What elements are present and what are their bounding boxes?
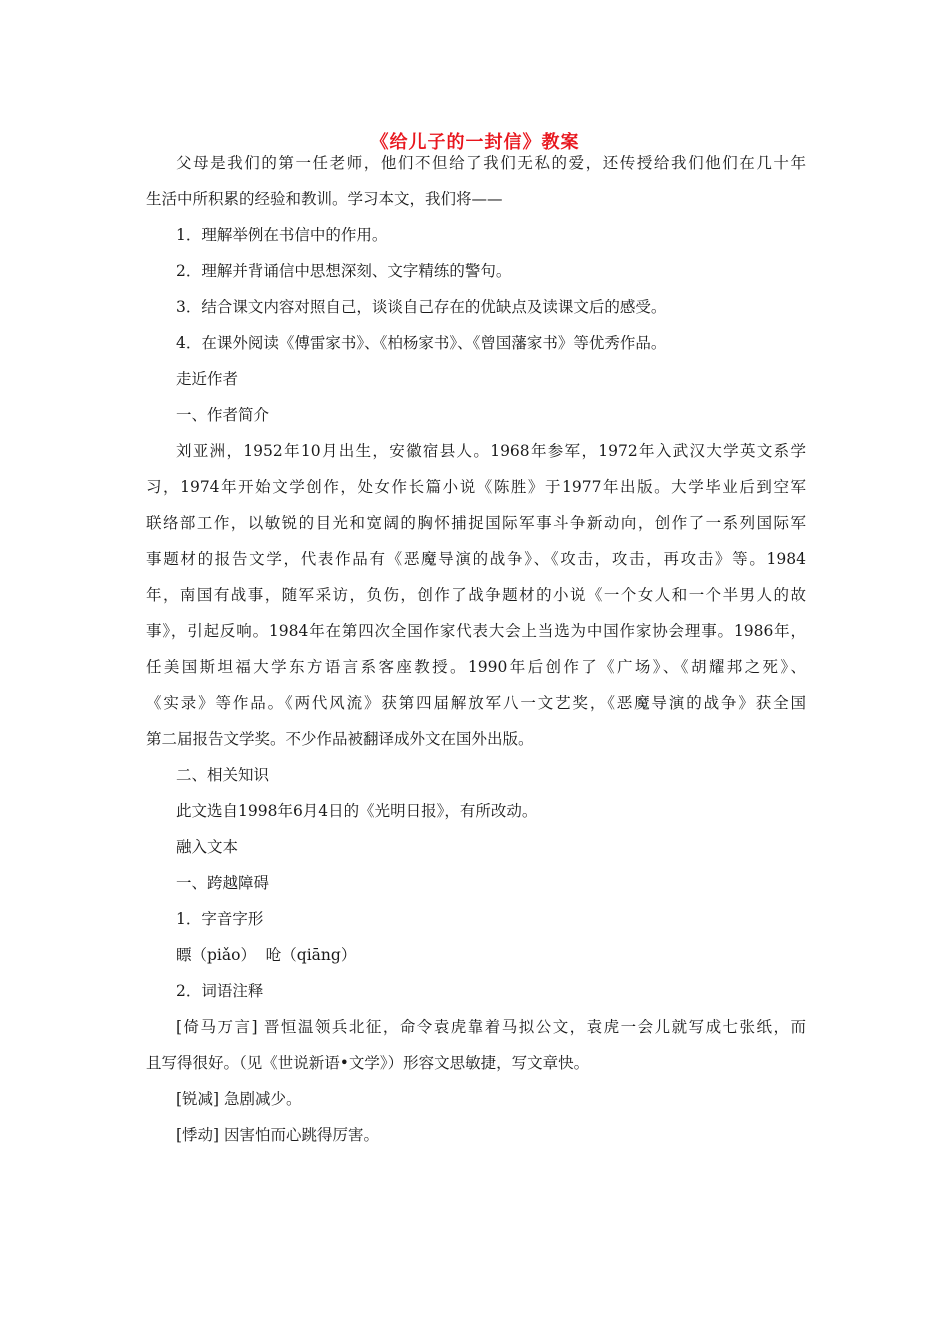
bio-line-3: 联络部工作，以敏锐的目光和宽阔的胸怀捕捉国际军事斗争新动向，创作了一系列国际军 — [146, 514, 806, 532]
note-line-2: 且写得很好。（见《世说新语•文学》）形容文思敏捷，写文章快。 — [146, 1054, 590, 1072]
note-line-4: [悸动] 因害怕而心跳得厉害。 — [176, 1126, 380, 1144]
bio-line-2: 习，1974年开始文学创作，处女作长篇小说《陈胜》于1977年出版。大学毕业后到空军 — [146, 478, 806, 496]
bio-line-1: 刘亚洲，1952年10月出生，安徽宿县人。1968年参军，1972年入武汉大学英文系学 — [176, 442, 806, 460]
bio-line-8: 《实录》等作品。《两代风流》获第四届解放军八一文艺奖，《恶魔导演的战争》获全国 — [146, 694, 806, 712]
pinyin-line: 瞟（piǎo） 呛（qiāng） — [176, 946, 357, 964]
goal-4: 4．在课外阅读《傅雷家书》、《柏杨家书》、《曾国藩家书》等优秀作品。 — [176, 334, 667, 352]
page-title: 《给儿子的一封信》教案 — [370, 132, 580, 153]
bio-line-6: 事》，引起反响。1984年在第四次全国作家代表大会上当选为中国作家协会理事。1986年， — [146, 622, 806, 640]
subheading-author-intro: 一、作者简介 — [176, 406, 270, 424]
bio-line-9: 第二届报告文学奖。不少作品被翻译成外文在国外出版。 — [146, 730, 534, 748]
source-note: 此文选自1998年6月4日的《光明日报》，有所改动。 — [176, 802, 538, 820]
intro-line-2: 生活中所积累的经验和教训。学习本文，我们将—— — [146, 190, 503, 208]
subheading-obstacles: 一、跨越障碍 — [176, 874, 270, 892]
goal-3: 3．结合课文内容对照自己，谈谈自己存在的优缺点及读课文后的感受。 — [176, 298, 667, 316]
goal-2: 2．理解并背诵信中思想深刻、文字精练的警句。 — [176, 262, 512, 280]
item-pronunciation: 1．字音字形 — [176, 910, 264, 928]
note-line-3: [锐减] 急剧减少。 — [176, 1090, 302, 1108]
bio-line-4: 事题材的报告文学，代表作品有《恶魔导演的战争》、《攻击，攻击，再攻击》等。1984 — [146, 550, 806, 568]
section-heading-text: 融入文本 — [176, 838, 239, 856]
subheading-related-knowledge: 二、相关知识 — [176, 766, 270, 784]
bio-line-7: 任美国斯坦福大学东方语言系客座教授。1990年后创作了《广场》、《胡耀邦之死》、 — [146, 658, 806, 676]
goal-1: 1．理解举例在书信中的作用。 — [176, 226, 388, 244]
section-heading-author: 走近作者 — [176, 370, 239, 388]
bio-line-5: 年，南国有战事，随军采访，负伤，创作了战争题材的小说《一个女人和一个半男人的故 — [146, 586, 806, 604]
intro-line-1: 父母是我们的第一任老师，他们不但给了我们无私的爱，还传授给我们他们在几十年 — [176, 154, 806, 172]
note-line-1: [倚马万言] 晋恒温领兵北征，命令袁虎靠着马拟公文，袁虎一会儿就写成七张纸，而 — [176, 1018, 806, 1036]
item-vocabulary: 2．词语注释 — [176, 982, 264, 1000]
